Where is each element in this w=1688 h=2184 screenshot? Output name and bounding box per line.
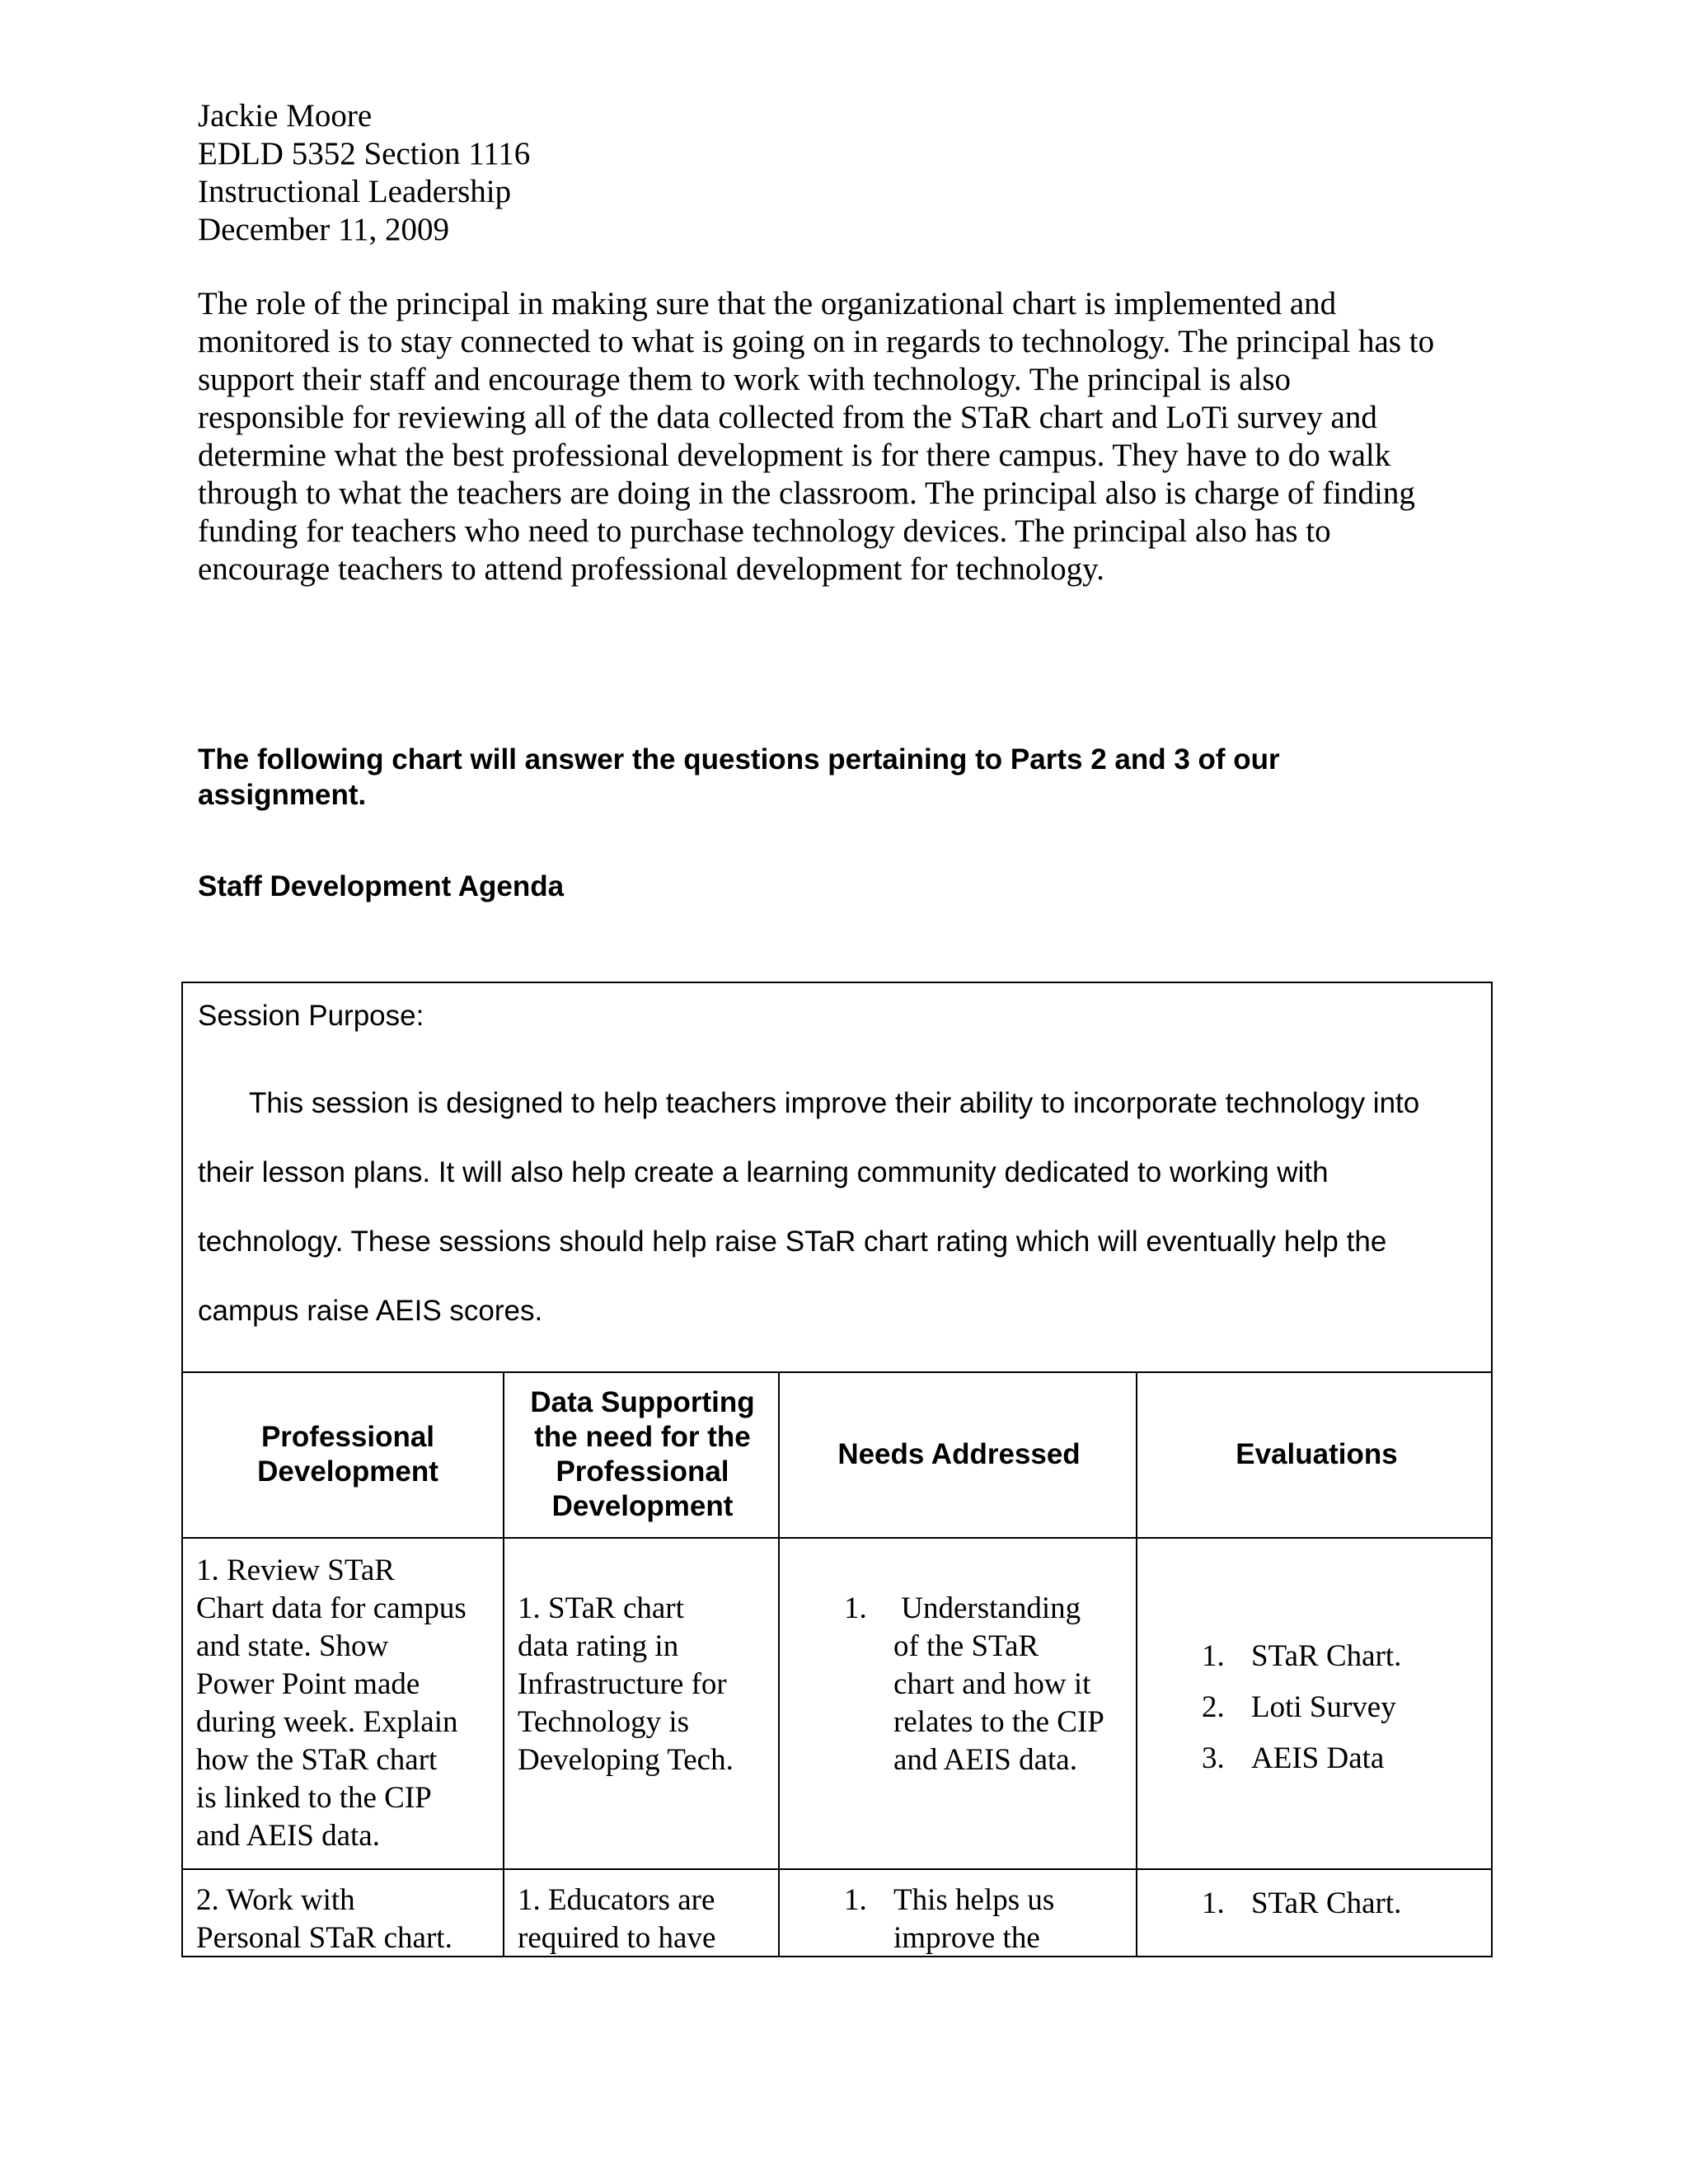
column-divider bbox=[778, 1371, 780, 1957]
intro-line: The role of the principal in making sure that the organizational chart is implemented and bbox=[198, 286, 1337, 321]
cell-line: Personal STaR chart. bbox=[196, 1921, 452, 1955]
cell-line: of the STaR bbox=[893, 1629, 1039, 1663]
agenda-table bbox=[181, 982, 1493, 1957]
list-text: STaR Chart. bbox=[1251, 1886, 1402, 1920]
cell-line: 2. Work with bbox=[196, 1883, 355, 1917]
cell-line: relates to the CIP bbox=[893, 1705, 1104, 1739]
cell-line: is linked to the CIP bbox=[196, 1781, 432, 1815]
document-date: December 11, 2009 bbox=[198, 212, 450, 247]
list-number: 1. bbox=[1202, 1639, 1225, 1673]
cell-line: Understanding bbox=[893, 1591, 1081, 1625]
chart-intro-line: assignment. bbox=[198, 779, 367, 811]
column-divider bbox=[1136, 1371, 1137, 1957]
list-item bbox=[1202, 1631, 1401, 1682]
list-number: 1. bbox=[1202, 1886, 1225, 1920]
intro-line: support their staff and encourage them to work with technology. The principal is also bbox=[198, 362, 1292, 397]
list-text: STaR Chart. bbox=[1251, 1639, 1402, 1673]
purpose-line: This session is designed to help teachers improve their ability to incorporate technology into bbox=[249, 1087, 1420, 1119]
intro-line: monitored is to stay connected to what is going on in regards to technology. The principal has to bbox=[198, 324, 1435, 359]
table-divider bbox=[183, 1868, 1491, 1870]
session-purpose-text bbox=[198, 1069, 1484, 1346]
row1-evaluations bbox=[1202, 1631, 1401, 1784]
cell-line: Chart data for campus bbox=[196, 1591, 467, 1625]
intro-line: encourage teachers to attend professional development for technology. bbox=[198, 551, 1104, 587]
list-number: 3. bbox=[1202, 1741, 1225, 1775]
intro-paragraph bbox=[198, 285, 1500, 588]
cell-line: data rating in bbox=[518, 1629, 679, 1663]
cell-line: Infrastructure for bbox=[518, 1667, 727, 1701]
intro-line: responsible for reviewing all of the data collected from the STaR chart and LoTi survey and bbox=[198, 400, 1377, 435]
row2-professional-development bbox=[196, 1882, 452, 1957]
document-header bbox=[198, 97, 530, 249]
cell-line: This helps us bbox=[893, 1883, 1055, 1917]
row2-evaluations bbox=[1202, 1878, 1401, 1929]
purpose-line: campus raise AEIS scores. bbox=[198, 1295, 543, 1327]
cell-line: and state. Show bbox=[196, 1629, 389, 1663]
row1-professional-development bbox=[196, 1552, 467, 1855]
subject-name: Instructional Leadership bbox=[198, 174, 512, 209]
list-item bbox=[1202, 1733, 1401, 1784]
table-divider bbox=[183, 1537, 1491, 1539]
row2-needs-addressed bbox=[844, 1882, 1054, 1957]
cell-line: improve the bbox=[893, 1921, 1040, 1955]
list-text: Loti Survey bbox=[1251, 1690, 1396, 1724]
cell-line: Technology is bbox=[518, 1705, 690, 1739]
author-name: Jackie Moore bbox=[198, 98, 373, 134]
cell-line: 1. Review STaR bbox=[196, 1554, 395, 1587]
chart-intro-line: The following chart will answer the questions pertaining to Parts 2 and 3 of our bbox=[198, 743, 1280, 776]
cell-line: during week. Explain bbox=[196, 1705, 458, 1739]
agenda-title: Staff Development Agenda bbox=[198, 870, 565, 902]
purpose-line: technology. These sessions should help raise STaR chart rating which will eventually help the bbox=[198, 1226, 1387, 1258]
cell-line: 1. STaR chart bbox=[518, 1591, 684, 1625]
list-number: 1. bbox=[844, 1883, 867, 1917]
cell-line: required to have bbox=[518, 1921, 716, 1955]
list-number: 2. bbox=[1202, 1690, 1225, 1724]
list-text: AEIS Data bbox=[1251, 1741, 1385, 1775]
chart-intro-heading bbox=[198, 742, 1280, 813]
cell-line: how the STaR chart bbox=[196, 1743, 438, 1777]
cell-line: Developing Tech. bbox=[518, 1743, 734, 1777]
row1-needs-addressed bbox=[844, 1590, 1104, 1779]
header-data-supporting: Data Supporting the need for the Professional Development bbox=[530, 1386, 755, 1522]
header-evaluations: Evaluations bbox=[1236, 1438, 1398, 1470]
intro-line: funding for teachers who need to purchase technology devices. The principal also has to bbox=[198, 513, 1331, 549]
header-needs-addressed: Needs Addressed bbox=[837, 1438, 1081, 1470]
purpose-line: their lesson plans. It will also help create a learning community dedicated to working with bbox=[198, 1156, 1329, 1188]
list-number: 1. bbox=[844, 1591, 867, 1625]
intro-line: determine what the best professional development is for there campus. They have to do walk bbox=[198, 438, 1391, 473]
course-name: EDLD 5352 Section 1116 bbox=[198, 136, 531, 171]
header-professional-development: Professional Development bbox=[257, 1421, 438, 1488]
cell-line: 1. Educators are bbox=[518, 1883, 715, 1917]
cell-line: and AEIS data. bbox=[196, 1819, 380, 1853]
row2-data-supporting bbox=[518, 1882, 715, 1957]
intro-line: through to what the teachers are doing in the classroom. The principal also is charge of finding bbox=[198, 476, 1415, 511]
cell-line: chart and how it bbox=[893, 1667, 1091, 1701]
cell-line: Power Point made bbox=[196, 1667, 420, 1701]
session-purpose-label: Session Purpose: bbox=[198, 1000, 424, 1032]
cell-line: and AEIS data. bbox=[893, 1743, 1077, 1777]
row1-data-supporting bbox=[518, 1590, 734, 1779]
list-item bbox=[1202, 1682, 1401, 1733]
column-divider bbox=[503, 1371, 504, 1957]
list-item bbox=[1202, 1878, 1401, 1929]
